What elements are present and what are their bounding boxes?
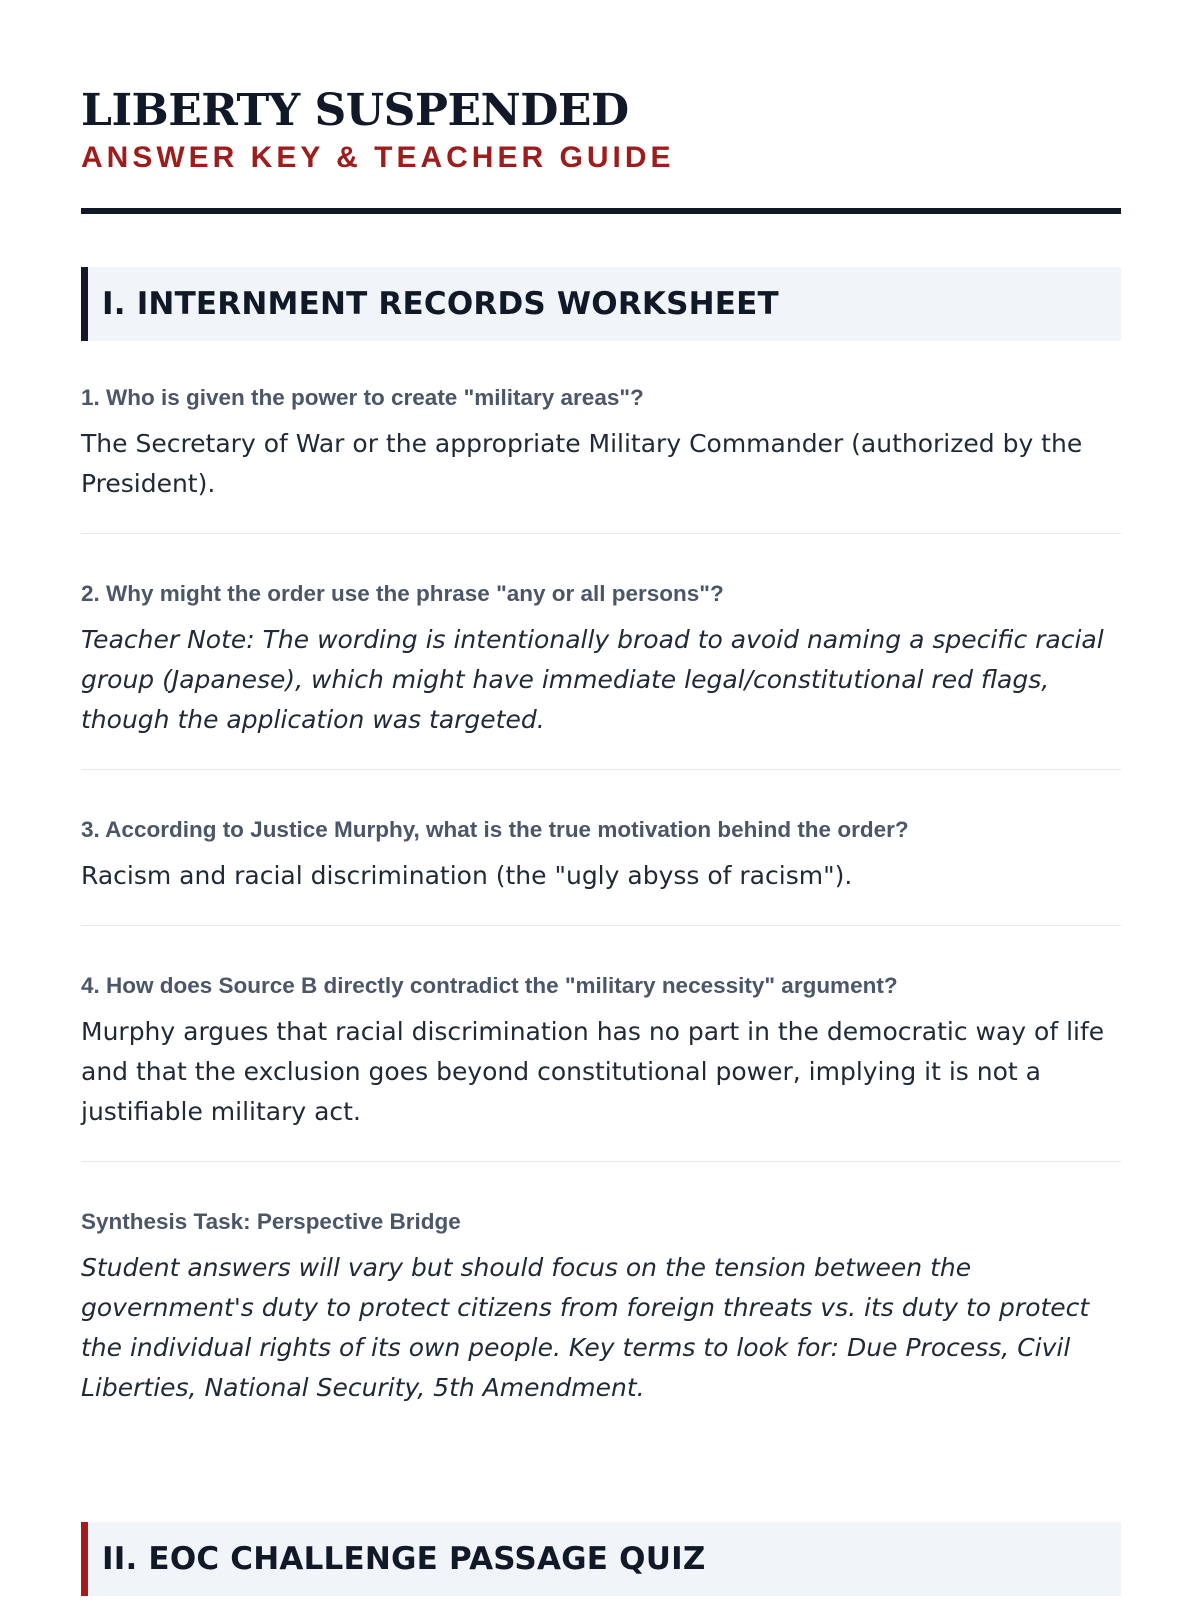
question-block-1 xyxy=(81,384,1121,534)
document-header xyxy=(81,0,1121,214)
question-text: 1. Who is given the power to create "military areas"? xyxy=(81,385,644,410)
section-title: I. INTERNMENT RECORDS WORKSHEET xyxy=(102,286,779,322)
section-header-eoc-quiz xyxy=(81,1522,1121,1596)
synthesis-task-title: Synthesis Task: Perspective Bridge xyxy=(81,1209,461,1234)
synthesis-task-answer: Student answers will vary but should focus on the tension between the government's duty to protect citizens from foreign threats vs. its duty to protect the individual rights of its own people. Key terms to look for: Due Process, Civil Liberties, National Security, 5th Amendment. xyxy=(81,1253,1090,1402)
question-block-2 xyxy=(81,580,1121,770)
section-title: II. EOC CHALLENGE PASSAGE QUIZ xyxy=(102,1541,706,1577)
header-divider xyxy=(81,208,1121,214)
question-text: 2. Why might the order use the phrase "any or all persons"? xyxy=(81,581,724,606)
document-title: LIBERTY SUSPENDED xyxy=(81,85,629,136)
answer-text: Racism and racial discrimination (the "ugly abyss of racism"). xyxy=(81,861,853,890)
document-subtitle: ANSWER KEY & TEACHER GUIDE xyxy=(81,141,675,174)
answer-text: Murphy argues that racial discrimination has no part in the democratic way of life and that the exclusion goes beyond constitutional power, implying it is not a justifiable military act. xyxy=(81,1017,1105,1126)
question-text: 4. How does Source B directly contradict the "military necessity" argument? xyxy=(81,973,898,998)
question-text: 3. According to Justice Murphy, what is the true motivation behind the order? xyxy=(81,817,909,842)
question-block-3 xyxy=(81,816,1121,926)
teacher-note-text: Teacher Note: The wording is intentionally broad to avoid naming a specific racial group (Japanese), which might have immediate legal/constitutional red flags, though the application was targeted. xyxy=(81,625,1104,734)
section-header-internment-records xyxy=(81,267,1121,341)
answer-key-page xyxy=(81,0,1121,1600)
synthesis-task-block xyxy=(81,1208,1121,1437)
question-block-4 xyxy=(81,972,1121,1162)
answer-text: The Secretary of War or the appropriate Military Commander (authorized by the President). xyxy=(81,429,1083,498)
